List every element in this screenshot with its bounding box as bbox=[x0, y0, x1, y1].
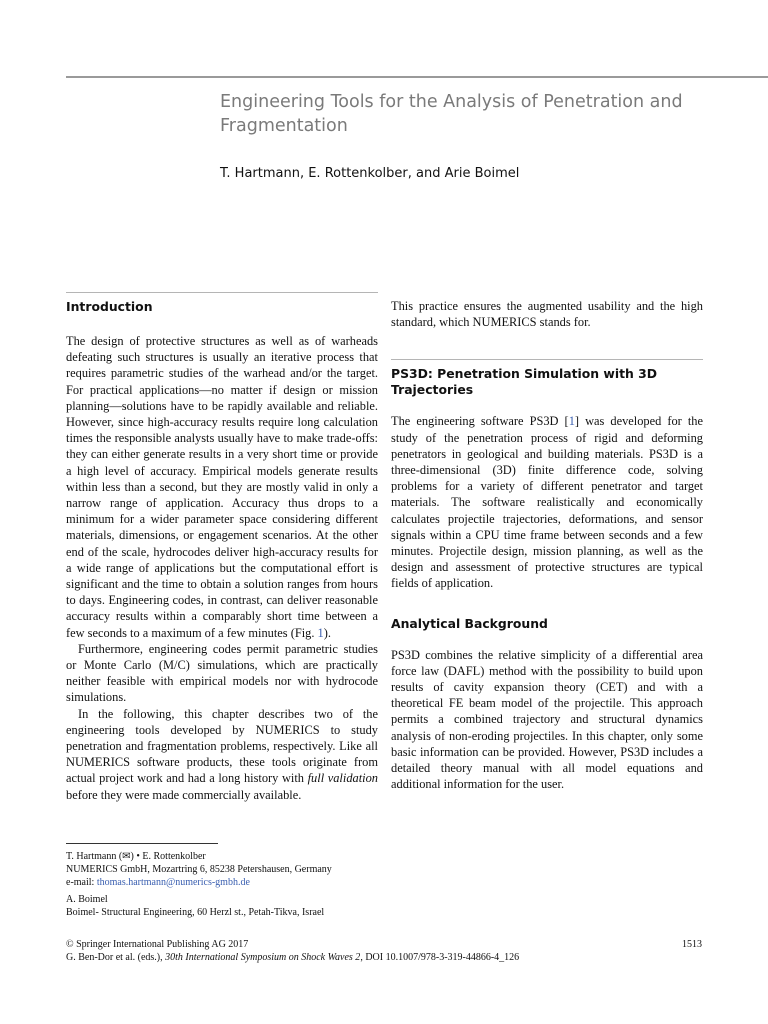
affiliation-address: NUMERICS GmbH, Mozartring 6, 85238 Petershausen, Germany bbox=[66, 864, 332, 876]
intro-heading: Introduction bbox=[66, 299, 153, 314]
top-rule bbox=[66, 76, 768, 78]
email-link[interactable]: thomas.hartmann@numerics-gmbh.de bbox=[96, 877, 250, 889]
ps3d-paragraph: The engineering software PS3D [1] was developed for the study of the penetration process of rigid and deforming penetrators in geological and building materials. PS3D is a three-dimensional (3D) finite difference code, solving problems for a variety of different penetrator and target materials. The software realistically and economically calculates projectile trajectories, deformations, and sensor signals within a CPU time frame between seconds and a few minutes. Projectile design, mission planning, as well as the design and assessment of protective structures are typical fields of application. bbox=[391, 414, 704, 591]
ps3d-heading: PS3D: Penetration Simulation with 3D Trajectories bbox=[391, 366, 658, 398]
publication-info bbox=[66, 938, 702, 964]
intro-paragraph-3: In the following, this chapter describes two of the engineering tools developed by NUMERICS to study penetration and fragmentation problems, respectively. Like all NUMERICS software products, these tools originate from actual project work and had a long history with full validation before they were made commercially available. bbox=[66, 706, 378, 802]
intro-paragraph-2: Furthermore, engineering codes permit parametric studies or Monte Carlo (M/C) simulations, which are practically neither feasible with empirical models nor with hydrocode simulations. bbox=[66, 641, 378, 705]
section-rule bbox=[66, 292, 378, 293]
left-column bbox=[66, 292, 378, 803]
citation-reference-link[interactable]: 1 bbox=[568, 414, 575, 429]
affiliation-address: Boimel- Structural Engineering, 60 Herzl st., Petah-Tikva, Israel bbox=[66, 907, 325, 919]
author-names: T. Hartmann (✉) • E. Rottenkolber bbox=[66, 851, 206, 862]
affiliation-block-2 bbox=[66, 893, 386, 919]
paper-title: Engineering Tools for the Analysis of Penetration and Fragmentation bbox=[220, 92, 683, 136]
page-number: 1513 bbox=[682, 939, 702, 950]
author-name: A. Boimel bbox=[66, 894, 108, 905]
right-column bbox=[391, 298, 703, 792]
analytical-background-heading: Analytical Background bbox=[391, 615, 548, 631]
copyright-line: © Springer International Publishing AG 2017 bbox=[66, 939, 249, 950]
analytical-paragraph: PS3D combines the relative simplicity of a differential area force law (DAFL) method with the possibility to build upon results of cavity expansion theory (CET) and with a theoretical FE beam model of the projectile. This approach permits a combined trajectory and structural dynamics analysis of non-eroding projectiles. In this chapter, only some basic information can be provided. However, PS3D includes a detailed theory manual with all model equations and additional information for the user. bbox=[391, 647, 703, 792]
footnote-rule bbox=[66, 843, 218, 844]
section-rule bbox=[391, 359, 703, 360]
intro-paragraph-1: The design of protective structures as well as of warheads defeating such structures is usually an iterative process that requires parametric studies of the warhead and/or the target. For practical applications—no matter if design or mission planning—solutions have to be rapidly available and reliable. However, since high-accuracy results require long calculation times the responsible analysts usually have to make trade-offs: they can either generate results in a very short time or provide a high level of accuracy. Empirical models generate results within less than a second, but they are mostly valid in only a narrow range of application. Accuracy thus drops to a minimum for a wider parameter space considering different materials, dimensions, or engagement scenarios. At the other end of the scale, hydrocodes deliver high-accuracy results for a wide range of applications but the computational effort is significant and the time to obtain a solution ranges from hours to days. Engineering codes, in contrast, can deliver reasonable accuracy results within a comparably short time between a few seconds to a maximum of a few minutes (Fig. 1). bbox=[66, 334, 378, 640]
affiliation-block-1 bbox=[66, 850, 386, 890]
author-list: T. Hartmann, E. Rottenkolber, and Arie Boimel bbox=[220, 166, 520, 181]
figure-reference-link[interactable]: 1 bbox=[317, 625, 324, 640]
citation-line: G. Ben-Dor et al. (eds.), 30th International Symposium on Shock Waves 2, DOI 10.1007/978-3-319-44866-4_126 bbox=[66, 952, 520, 964]
continued-paragraph: This practice ensures the augmented usability and the high standard, which NUMERICS stands for. bbox=[391, 299, 703, 330]
email-line: e-mail: thomas.hartmann@numerics-gmbh.de bbox=[66, 877, 250, 889]
